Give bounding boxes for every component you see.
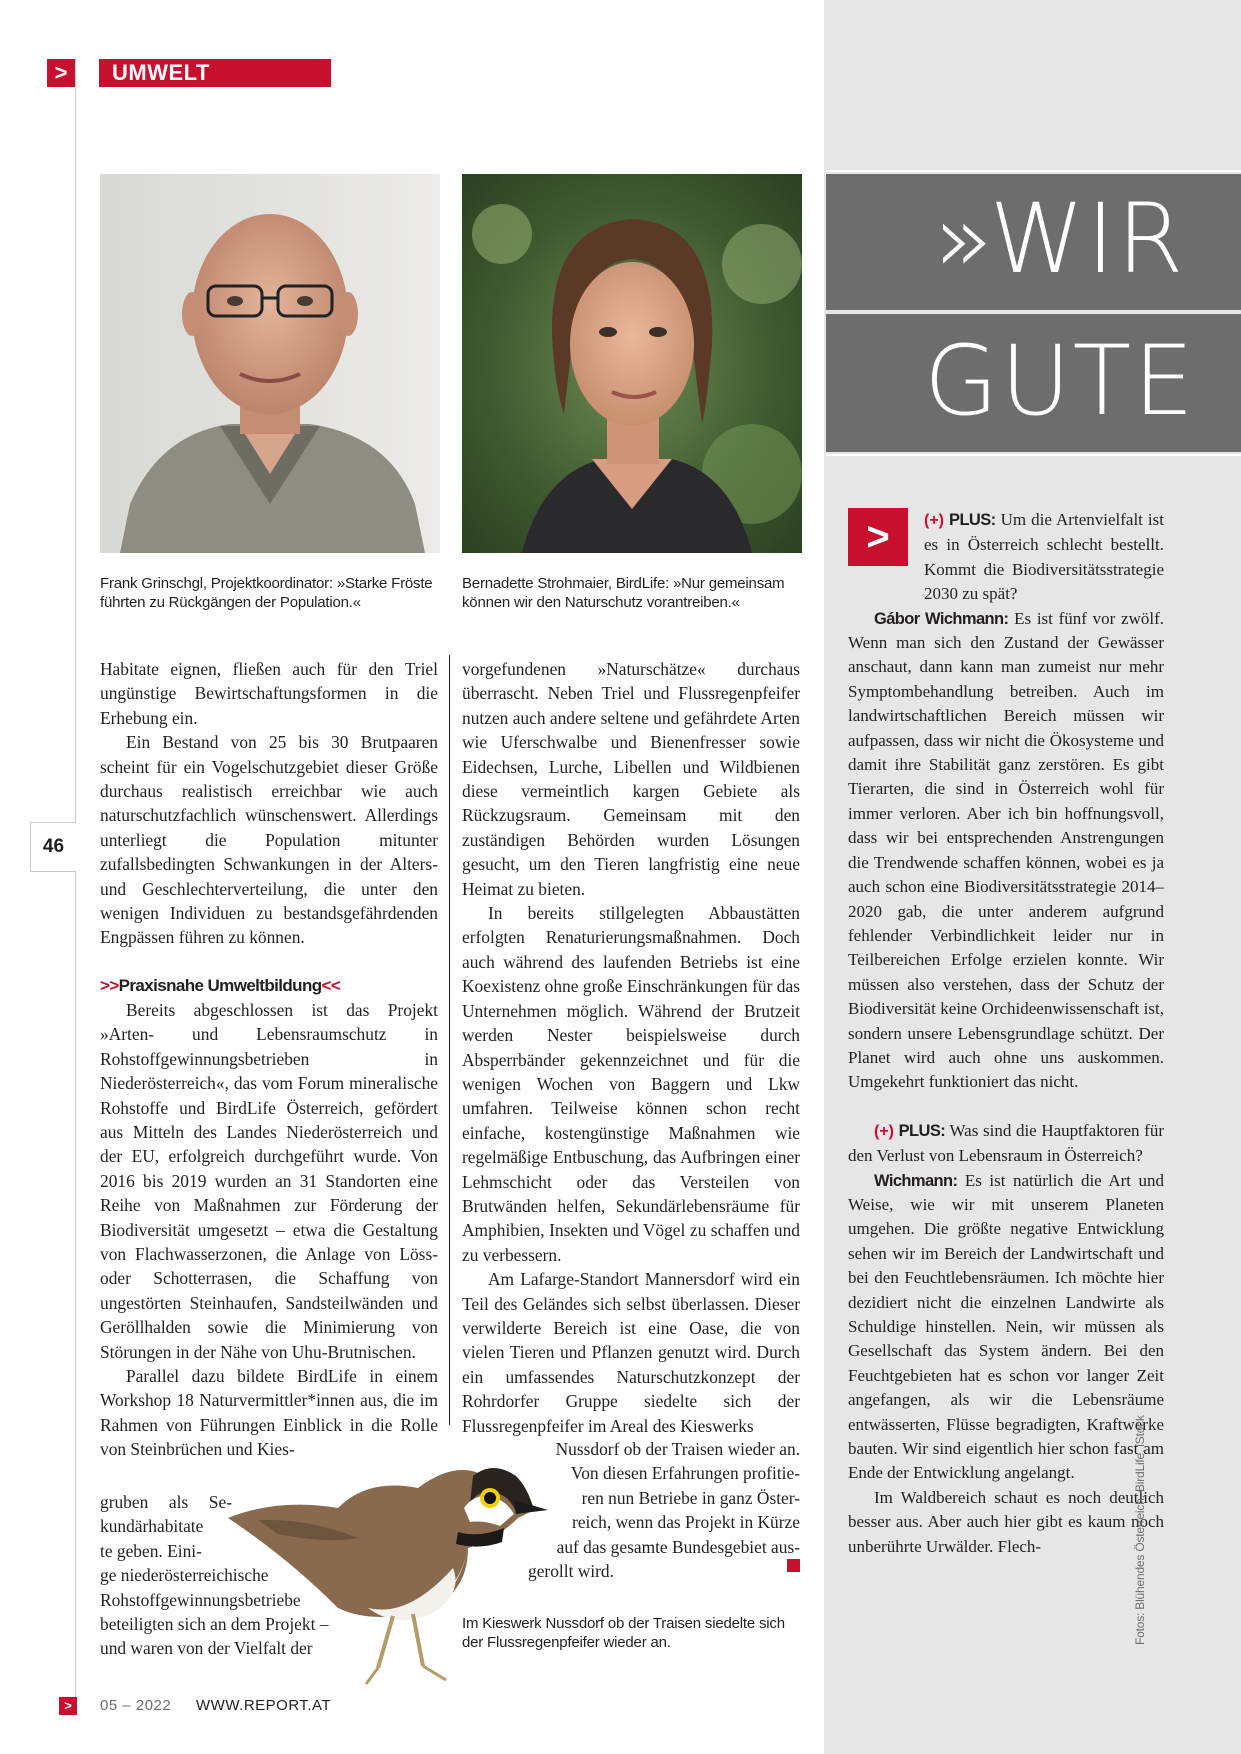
text-line: te geben. Eini-	[100, 1540, 202, 1561]
plus-tag: (+)	[924, 512, 944, 529]
text-line: gerollt wird.	[528, 1561, 614, 1582]
photo-caption-grinschgl: Frank Grinschgl, Projektkoordinator: »Starke Fröste führten zu Rückgängen der Population.«	[100, 575, 433, 611]
paragraph: In bereits stillgelegten Abbaustätten erfolgten Renaturierungsmaßnahmen. Doch auch während des laufenden Betriebs ist eine Koexistenz ohne große Einschränkungen für das Unternehmen möglich. Während der Brutzeit werden Nester beispielsweise durch Absperrbänder gekennzeichnet und für die wenigen Wochen von Baggern und Lkw umfahren. Teilweise können schon recht einfache, kostengünstige Maßnahmen wie regelmäßige Entbuschung, das Aufbringen einer Lehmschicht oder das Versteilen von Brutwänden helfen, Sekundärlebensräume für Amphibien, Insekten und Vögel zu schaffen und zu verbessern.	[462, 903, 800, 1265]
text-line: auf das gesamte Bundesgebiet aus-	[556, 1536, 800, 1557]
section-arrow-icon: >	[47, 59, 75, 87]
plus-word: PLUS:	[898, 1121, 946, 1140]
footer-arrow-icon: >	[59, 1697, 77, 1715]
text-line-end	[520, 1559, 800, 1583]
answer-2	[848, 1169, 1164, 1486]
page-number: 46	[30, 822, 76, 872]
title-rule	[826, 170, 1241, 172]
article-column-2-wrap	[520, 1437, 800, 1583]
text-line: Von diesen Erfahrungen profitie-	[570, 1463, 800, 1484]
footer-issue: 05 – 2022	[100, 1697, 172, 1714]
plus-word: PLUS:	[949, 511, 996, 529]
portrait-photo-grinschgl	[100, 174, 440, 553]
paragraph: Bereits abgeschlossen ist das Projekt »Arten- und Lebensraumschutz in Rohstoffgewinnungsbetrieben in Niederösterreich«, das vom Forum mineralische Rohstoffe und BirdLife Österreich, gefördert aus Mitteln des Landes Niederösterreich und der EU, erfolgreich durchgeführt wurde. Von 2016 bis 2019 wurden an 31 Standorten eine Reihe von Maßnahmen zur Förderung der Biodiversität umgesetzt – etwa die Gestaltung von Flachwasserzonen, die Anlage von Löss- oder Schotterrasen, die Schaffung von ungestörten Steinhaufen, Sandsteilwänden und Geröllhalden sowie die Minimierung von Störungen in der Nähe von Uhu-Brutnischen.	[100, 999, 438, 1362]
text-line: ge niederösterreichische	[100, 1565, 269, 1586]
plus-tag: (+)	[874, 1122, 894, 1140]
plover-bird-image	[218, 1448, 548, 1688]
subhead-text: Praxisnahe Umweltbildung	[118, 975, 322, 995]
speaker-label: Wichmann:	[874, 1171, 958, 1190]
answer-3: Im Waldbereich schaut es noch deutlich besser aus. Aber auch hier gibt es kaum noch unberührte Urwälder. Flech-	[848, 1487, 1164, 1556]
bird-caption: Im Kieswerk Nussdorf ob der Traisen siedelte sich der Flussregenpfeifer wieder an.	[462, 1615, 785, 1651]
footer-url: WWW.REPORT.AT	[196, 1697, 332, 1714]
photo-credit: Fotos: Blühendes Österreich, BirdLife, iStock	[1133, 1415, 1147, 1645]
subhead-close-marker: <<	[321, 975, 341, 995]
left-margin-rule	[75, 58, 76, 1698]
answer-1	[848, 607, 1164, 1095]
article-column-1	[100, 657, 438, 1462]
interview-text	[848, 508, 1164, 1559]
portrait-photo-strohmaier	[462, 174, 802, 553]
title-band-1	[826, 174, 1241, 310]
photo-caption-strohmaier: Bernadette Strohmaier, BirdLife: »Nur gemeinsam können wir den Naturschutz vorantreiben.«	[462, 575, 785, 611]
subheading	[100, 974, 438, 998]
paragraph: Parallel dazu bildete BirdLife in einem Workshop 18 Naturvermittler*innen aus, die im Rahmen von Führungen Einblick in die Rolle von Steinbrüchen und Kies-	[100, 1365, 438, 1460]
question-text: Was sind die Hauptfaktoren für den Verlust von Lebensraum in Österreich?	[848, 1120, 1164, 1166]
interview-title-line-2: GUTE	[924, 325, 1196, 437]
question-text: Um die Artenvielfalt ist es in Österreich schlecht bestellt. Kommt die Biodiversitätsstrategie 2030 zu spät?	[924, 510, 1164, 604]
interview-arrow-icon: >	[848, 508, 908, 566]
end-of-article-icon	[787, 1559, 800, 1572]
subhead-open-marker: >>	[100, 975, 119, 995]
title-rule-bottom	[826, 454, 1241, 456]
speaker-label: Gábor Wichmann:	[874, 609, 1009, 628]
text-line: kundärhabitate	[100, 1516, 204, 1537]
text-line: gruben als Se-	[100, 1492, 232, 1512]
paragraph: Ein Bestand von 25 bis 30 Brutpaaren scheint für ein Vogelschutzgebiet dieser Größe durchaus realistisch erreichbar wie auch naturschutzfachlich wünschenswert. Allerdings unterliegt die Population mitunter zufallsbedingten Schwankungen in der Alters- und Geschlechterverteilung, die unter den wenigen Individuen zu bestandsgefährdenden Engpässen führen zu können.	[100, 732, 438, 948]
answer-text: Es ist fünf vor zwölf. Wenn man sich den Zustand der Gewässer anschaut, dann kann man zumeist nur mehr Symptombehandlung betreiben. Auch im landwirtschaftlichen Bereich müssen wir aufpassen, dass wir nicht die Ökosysteme und damit ihre Stabilität ganz zerstören. Es gibt Tierarten, die sind in Österreich wohl für immer verloren. Aber ich bin hoffnungsvoll, dass wir bei entsprechenden Anstrengungen die Trendwende schaffen können, wobei es ja auch schon eine Biodiversitätsstrategie 2014–2020 gab, die unter anderem aufgrund fehlender Verbindlichkeit leider nur in Teilbereichen Erfolge erzielen konnte. Wir müssen also verstehen, dass der Schutz der Biodiversität keine Orchideenwissenschaft ist, sondern unsere Lebensgrundlage schützt. Der Planet wird auch ohne uns auskommen. Umgekehrt funktioniert das nicht.	[848, 608, 1164, 1092]
article-column-2	[462, 657, 800, 1438]
text-line: Nussdorf ob der Traisen wieder an.	[555, 1439, 800, 1459]
paragraph: vorgefundenen »Naturschätze« durchaus überrascht. Neben Triel und Flussregenpfeifer nutzen auch andere seltene und gefährdete Arten wie Uferschwalbe und Bienenfresser sowie Eidechsen, Lurche, Libellen und Wildbienen diese vermeintlich kargen Gebiete als Rückzugsraum. Gemeinsam mit den zuständigen Behörden wurden Lösungen gesucht, um den Tieren langfristig eine neue Heimat zu bieten.	[462, 659, 800, 899]
text-line: ren nun Betriebe in ganz Öster-	[581, 1487, 800, 1508]
question-2	[848, 1119, 1164, 1169]
text-line: und waren von der Vielfalt der	[100, 1638, 313, 1659]
text-line: Rohstoffgewinnungsbetriebe	[100, 1589, 301, 1610]
column-divider	[449, 655, 450, 1425]
answer-text: Es ist natürlich die Art und Weise, wie wir mit unserem Planeten umgehen. Die größte negative Entwicklung sehen wir im Bereich der Landwirtschaft und bei den Feuchtlebensräumen. Ich möchte hier dezidiert nicht die einzelnen Landwirte als Schuldige hinstellen. Nein, wir müssen als Gesellschaft das System ändern. Bei den Feuchtgebieten hat es schon vor langer Zeit angefangen, als wir die Lebensräume entwässerten, Flüsse begradigten, Kraftwerke bauten. Wir sind eigentlich hier schon fast am Ende der Entwicklung angelangt.	[848, 1170, 1164, 1483]
title-band-2	[826, 314, 1241, 452]
question-1	[848, 508, 1164, 607]
text-line: reich, wenn das Projekt in Kürze	[572, 1512, 800, 1533]
paragraph: Am Lafarge-Standort Mannersdorf wird ein Teil des Geländes sich selbst überlassen. Dieser verwilderte Bereich ist eine Oase, die von vielen Tieren und Pflanzen genutzt wird. Durch ein umfassendes Naturschutzkonzept der Rohrdorfer Gruppe siedelte sich der Flussregenpfeifer im Areal des Kieswerks	[462, 1269, 800, 1436]
text-line: beteiligten sich an dem Projekt –	[100, 1614, 329, 1635]
interview-title-line-1: »WIR	[934, 183, 1186, 295]
section-label: UMWELT	[112, 60, 210, 85]
paragraph: Habitate eignen, fließen auch für den Triel ungünstige Bewirtschaftungsformen in die Erhebung ein.	[100, 659, 438, 728]
